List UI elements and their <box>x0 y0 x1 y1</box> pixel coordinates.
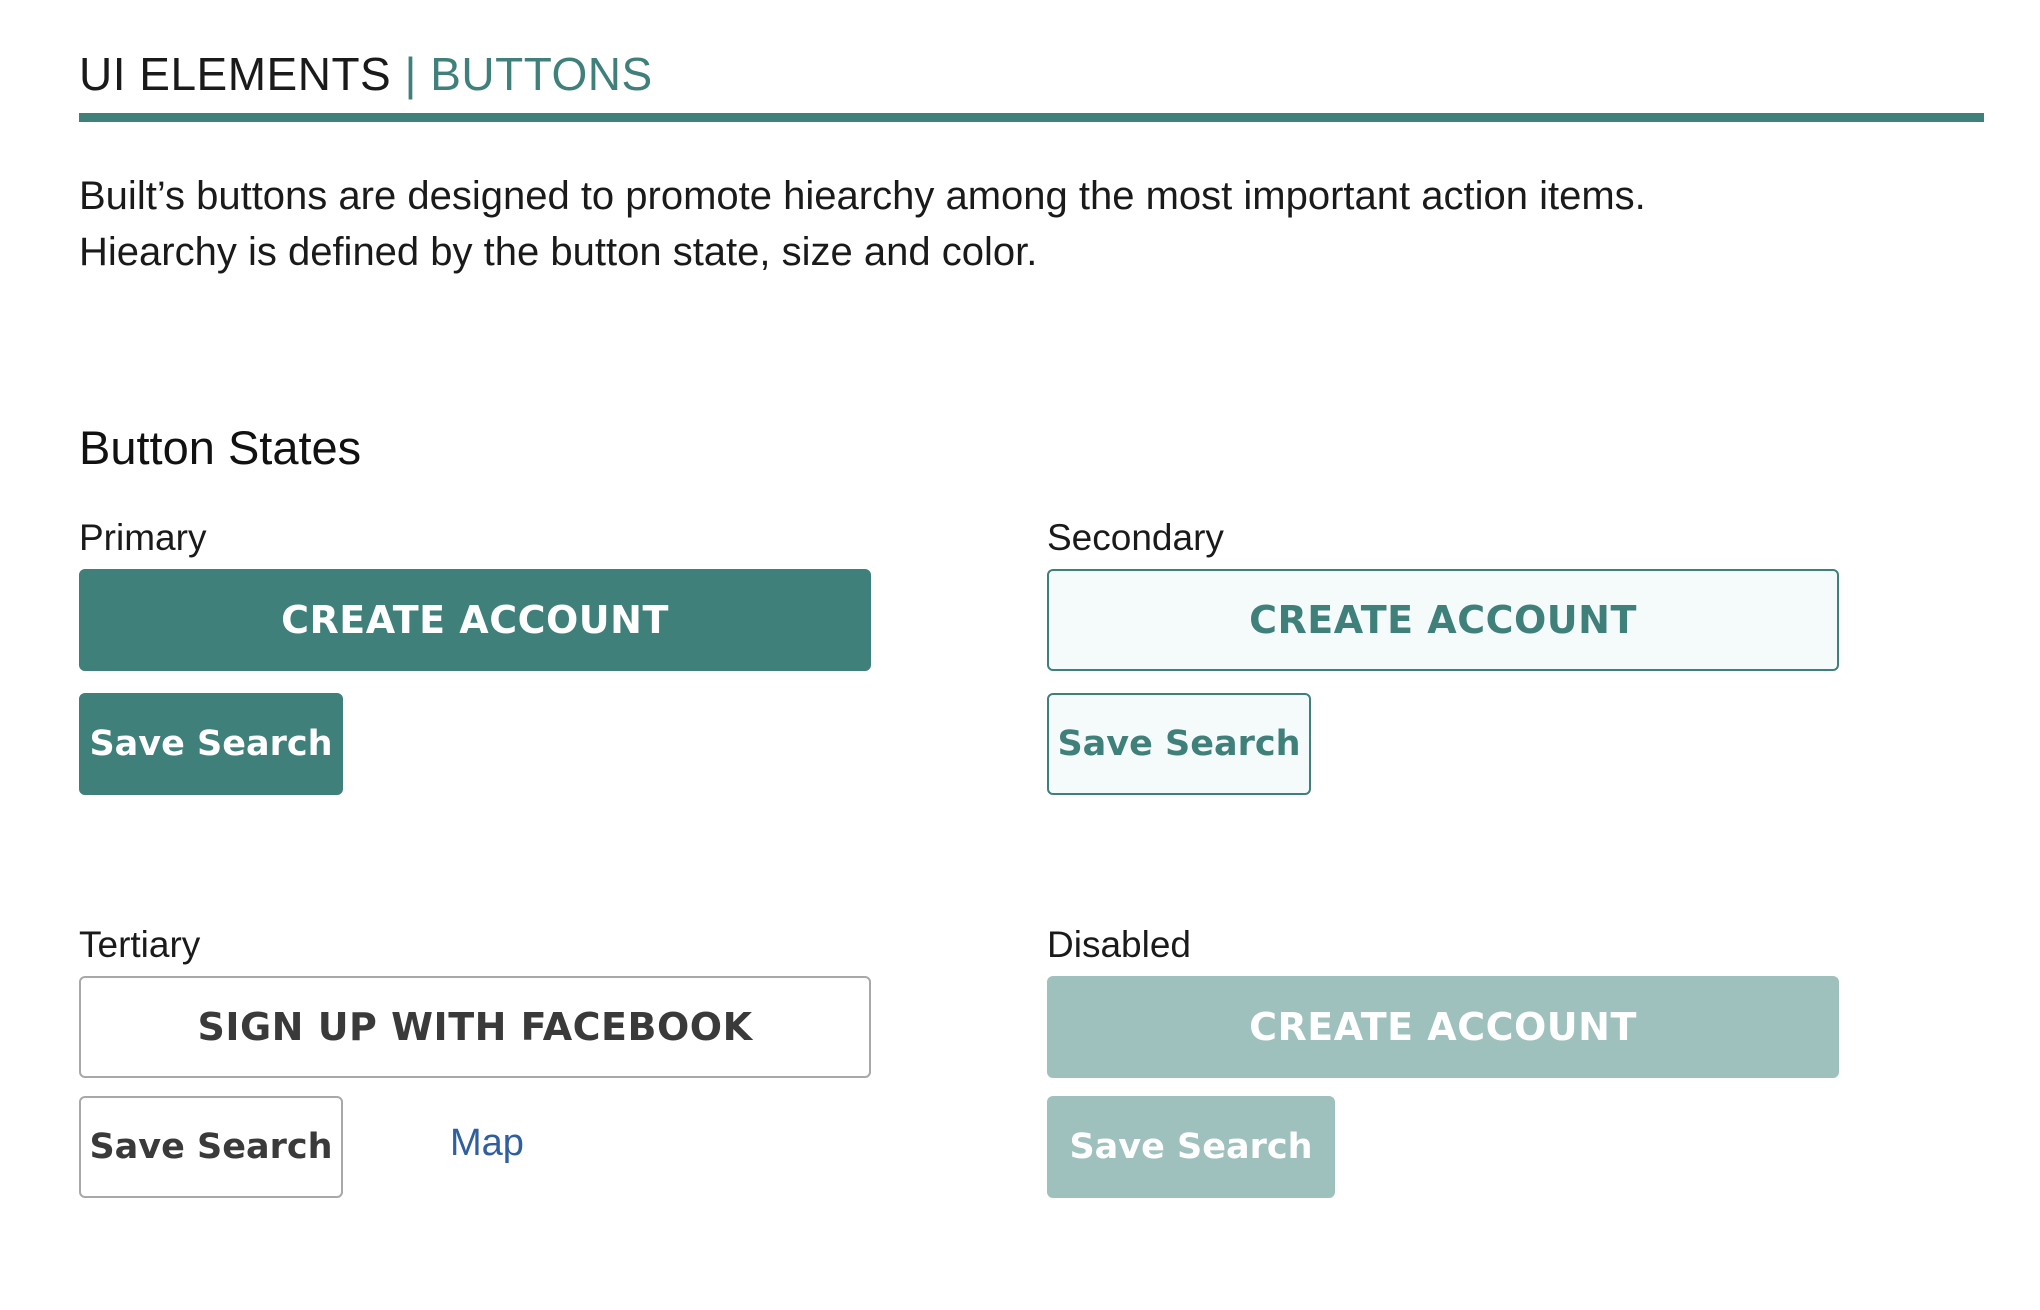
header-divider <box>79 113 1984 122</box>
intro-line-2: Hiearchy is defined by the button state, size and color. <box>79 230 1038 274</box>
secondary-save-search-button[interactable]: Save Search <box>1047 693 1311 795</box>
page-subtitle: BUTTONS <box>430 48 653 100</box>
page-title <box>79 44 653 104</box>
tertiary-save-search-button[interactable]: Save Search <box>79 1096 343 1198</box>
primary-save-search-button[interactable]: Save Search <box>79 693 343 795</box>
disabled-save-search-button[interactable]: Save Search <box>1047 1096 1335 1198</box>
page-title-main: UI ELEMENTS <box>79 48 392 100</box>
map-link[interactable]: Map <box>450 1122 524 1164</box>
disabled-label: Disabled <box>1047 924 1191 965</box>
tertiary-facebook-signup-button[interactable]: SIGN UP WITH FACEBOOK <box>79 976 871 1078</box>
disabled-create-account-button[interactable]: CREATE ACCOUNT <box>1047 976 1839 1078</box>
secondary-label: Secondary <box>1047 517 1224 558</box>
tertiary-label: Tertiary <box>79 924 201 965</box>
intro-line-1: Built’s buttons are designed to promote hiearchy among the most important action items. <box>79 174 1646 218</box>
title-separator: | <box>404 48 417 100</box>
primary-create-account-button[interactable]: CREATE ACCOUNT <box>79 569 871 671</box>
section-title: Button States <box>79 421 362 474</box>
secondary-create-account-button[interactable]: CREATE ACCOUNT <box>1047 569 1839 671</box>
intro-text <box>79 168 1979 280</box>
primary-label: Primary <box>79 517 207 558</box>
